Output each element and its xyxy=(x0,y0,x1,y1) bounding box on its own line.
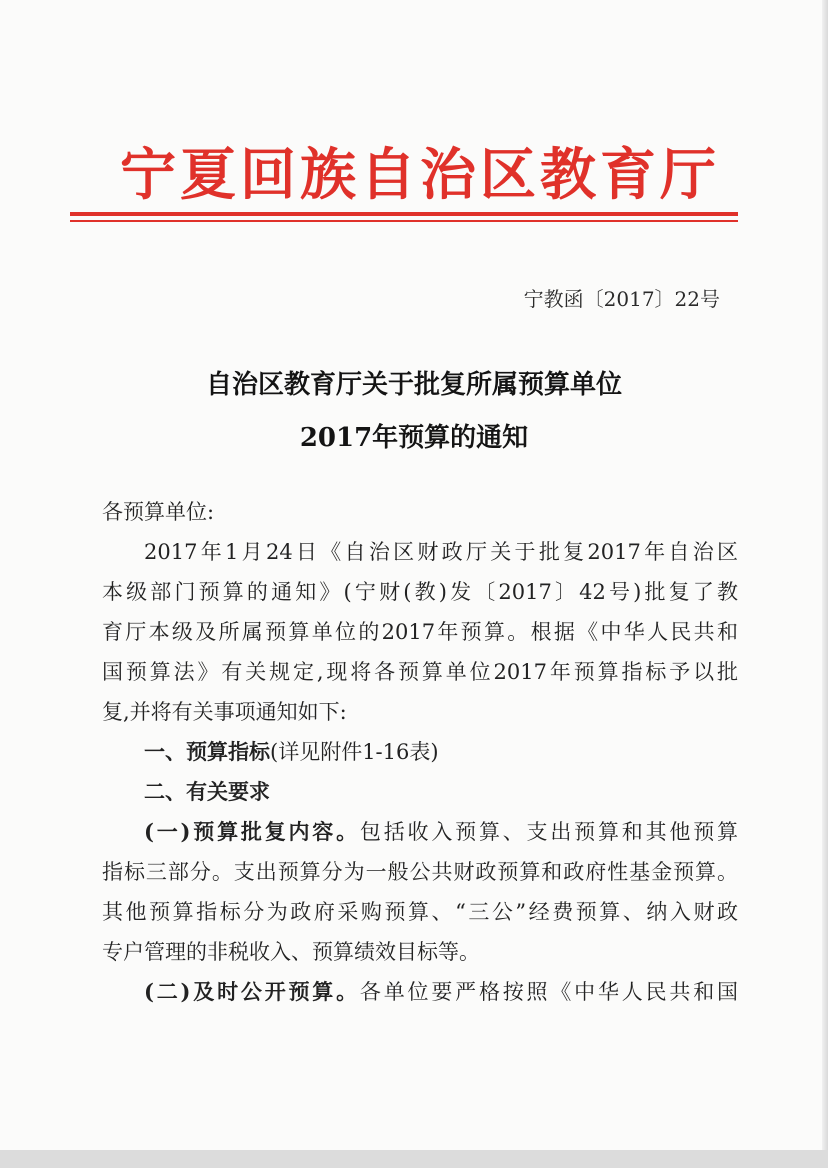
subsection-2-heading: (二)及时公开预算。 xyxy=(144,979,360,1004)
paragraph-1-line-5: 复,并将有关事项通知如下: xyxy=(102,700,347,724)
paragraph-1-line-2: 本级部门预算的通知》(宁财(教)发〔2017〕42号)批复了教 xyxy=(102,580,738,604)
section-1-note: (详见附件1-16表) xyxy=(270,740,439,764)
subsection-2-line-1 xyxy=(102,972,738,1012)
salutation: 各预算单位: xyxy=(102,500,215,524)
document-title-line-1: 自治区教育厅关于批复所属预算单位 xyxy=(205,370,622,400)
paragraph-1-line-3: 育厅本级及所属预算单位的2017年预算。根据《中华人民共和 xyxy=(102,620,738,644)
subsection-1-line-1 xyxy=(102,812,738,852)
section-2-heading: 二、有关要求 xyxy=(144,779,270,804)
document-body xyxy=(102,492,738,1012)
subsection-2-text: 各单位要严格按照《中华人民共和国 xyxy=(359,980,738,1004)
header-red-rule-thin xyxy=(70,220,738,222)
document-number: 宁教函〔2017〕22号 xyxy=(523,287,720,311)
subsection-1-line-4: 专户管理的非税收入、预算绩效目标等。 xyxy=(102,940,480,964)
issuer-header: 宁夏回族自治区教育厅 xyxy=(120,142,720,208)
paragraph-1-line-4: 国预算法》有关规定,现将各预算单位2017年预算指标予以批 xyxy=(102,660,738,684)
subsection-1-heading: (一)预算批复内容。 xyxy=(144,819,360,844)
section-1-heading: 一、预算指标 xyxy=(144,739,270,764)
document-title-line-2: 2017年预算的通知 xyxy=(299,423,529,453)
subsection-1-text: 包括收入预算、支出预算和其他预算 xyxy=(359,820,738,844)
paragraph-1-line-1: 2017年1月24日《自治区财政厅关于批复2017年自治区 xyxy=(144,540,738,564)
section-1 xyxy=(102,732,738,772)
subsection-1-line-3: 其他预算指标分为政府采购预算、“三公”经费预算、纳入财政 xyxy=(102,900,738,924)
header-red-rule xyxy=(70,212,738,216)
scan-edge-shadow xyxy=(822,0,828,1150)
scan-bottom-margin xyxy=(0,1150,828,1168)
subsection-1-line-2: 指标三部分。支出预算分为一般公共财政预算和政府性基金预算。 xyxy=(102,860,738,884)
